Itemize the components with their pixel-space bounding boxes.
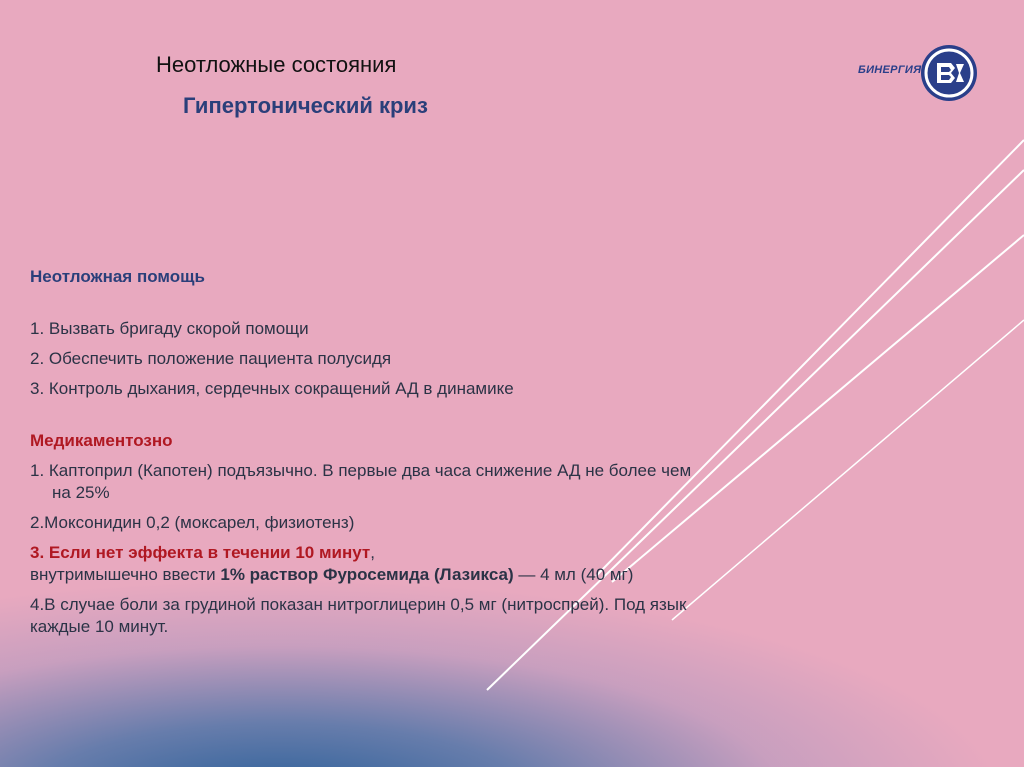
slide-content xyxy=(30,266,880,638)
medication-item-3-drug: раствор Фуросемида (Лазикса) xyxy=(249,565,514,584)
medication-item-4-line-2: каждые 10 минут. xyxy=(30,617,169,636)
medication-item-3-percent: 1% xyxy=(220,565,245,584)
medication-item-1-line-1: 1. Каптоприл (Капотен) подъязычно. В первые два часа снижение АД не более чем xyxy=(30,461,692,480)
emergency-item: 1. Вызвать бригаду скорой помощи xyxy=(30,319,309,338)
medication-item-3-prefix: внутримышечно ввести xyxy=(30,565,221,584)
medication-item-3 xyxy=(30,542,880,586)
medication-item-1 xyxy=(30,460,880,504)
logo-text: БИНЕРГИЯ xyxy=(858,64,922,76)
medication-heading: Медикаментозно xyxy=(30,431,173,450)
medication-item-3-comma: , xyxy=(370,543,375,562)
binergia-logo-icon xyxy=(920,44,978,102)
slide-subtitle: Гипертонический криз xyxy=(183,93,428,118)
medication-item-3-condition: 3. Если нет эффекта в течении 10 минут xyxy=(30,543,371,562)
emergency-item: 2. Обеспечить положение пациента полусидя xyxy=(30,349,392,368)
company-logo xyxy=(858,44,978,102)
medication-item-4-line-1: 4.В случае боли за грудиной показан нитроглицерин 0,5 мг (нитроспрей). Под язык xyxy=(30,595,687,614)
medication-item-2: 2.Моксонидин 0,2 (моксарел, физиотенз) xyxy=(30,513,355,532)
emergency-heading: Неотложная помощь xyxy=(30,267,205,286)
medication-item-1-line-2: на 25% xyxy=(52,483,110,502)
medication-item-3-dose: — 4 мл (40 мг) xyxy=(513,565,634,584)
medication-item-4 xyxy=(30,594,880,638)
emergency-item: 3. Контроль дыхания, сердечных сокращений АД в динамике xyxy=(30,379,514,398)
slide-title: Неотложные состояния xyxy=(156,52,397,77)
